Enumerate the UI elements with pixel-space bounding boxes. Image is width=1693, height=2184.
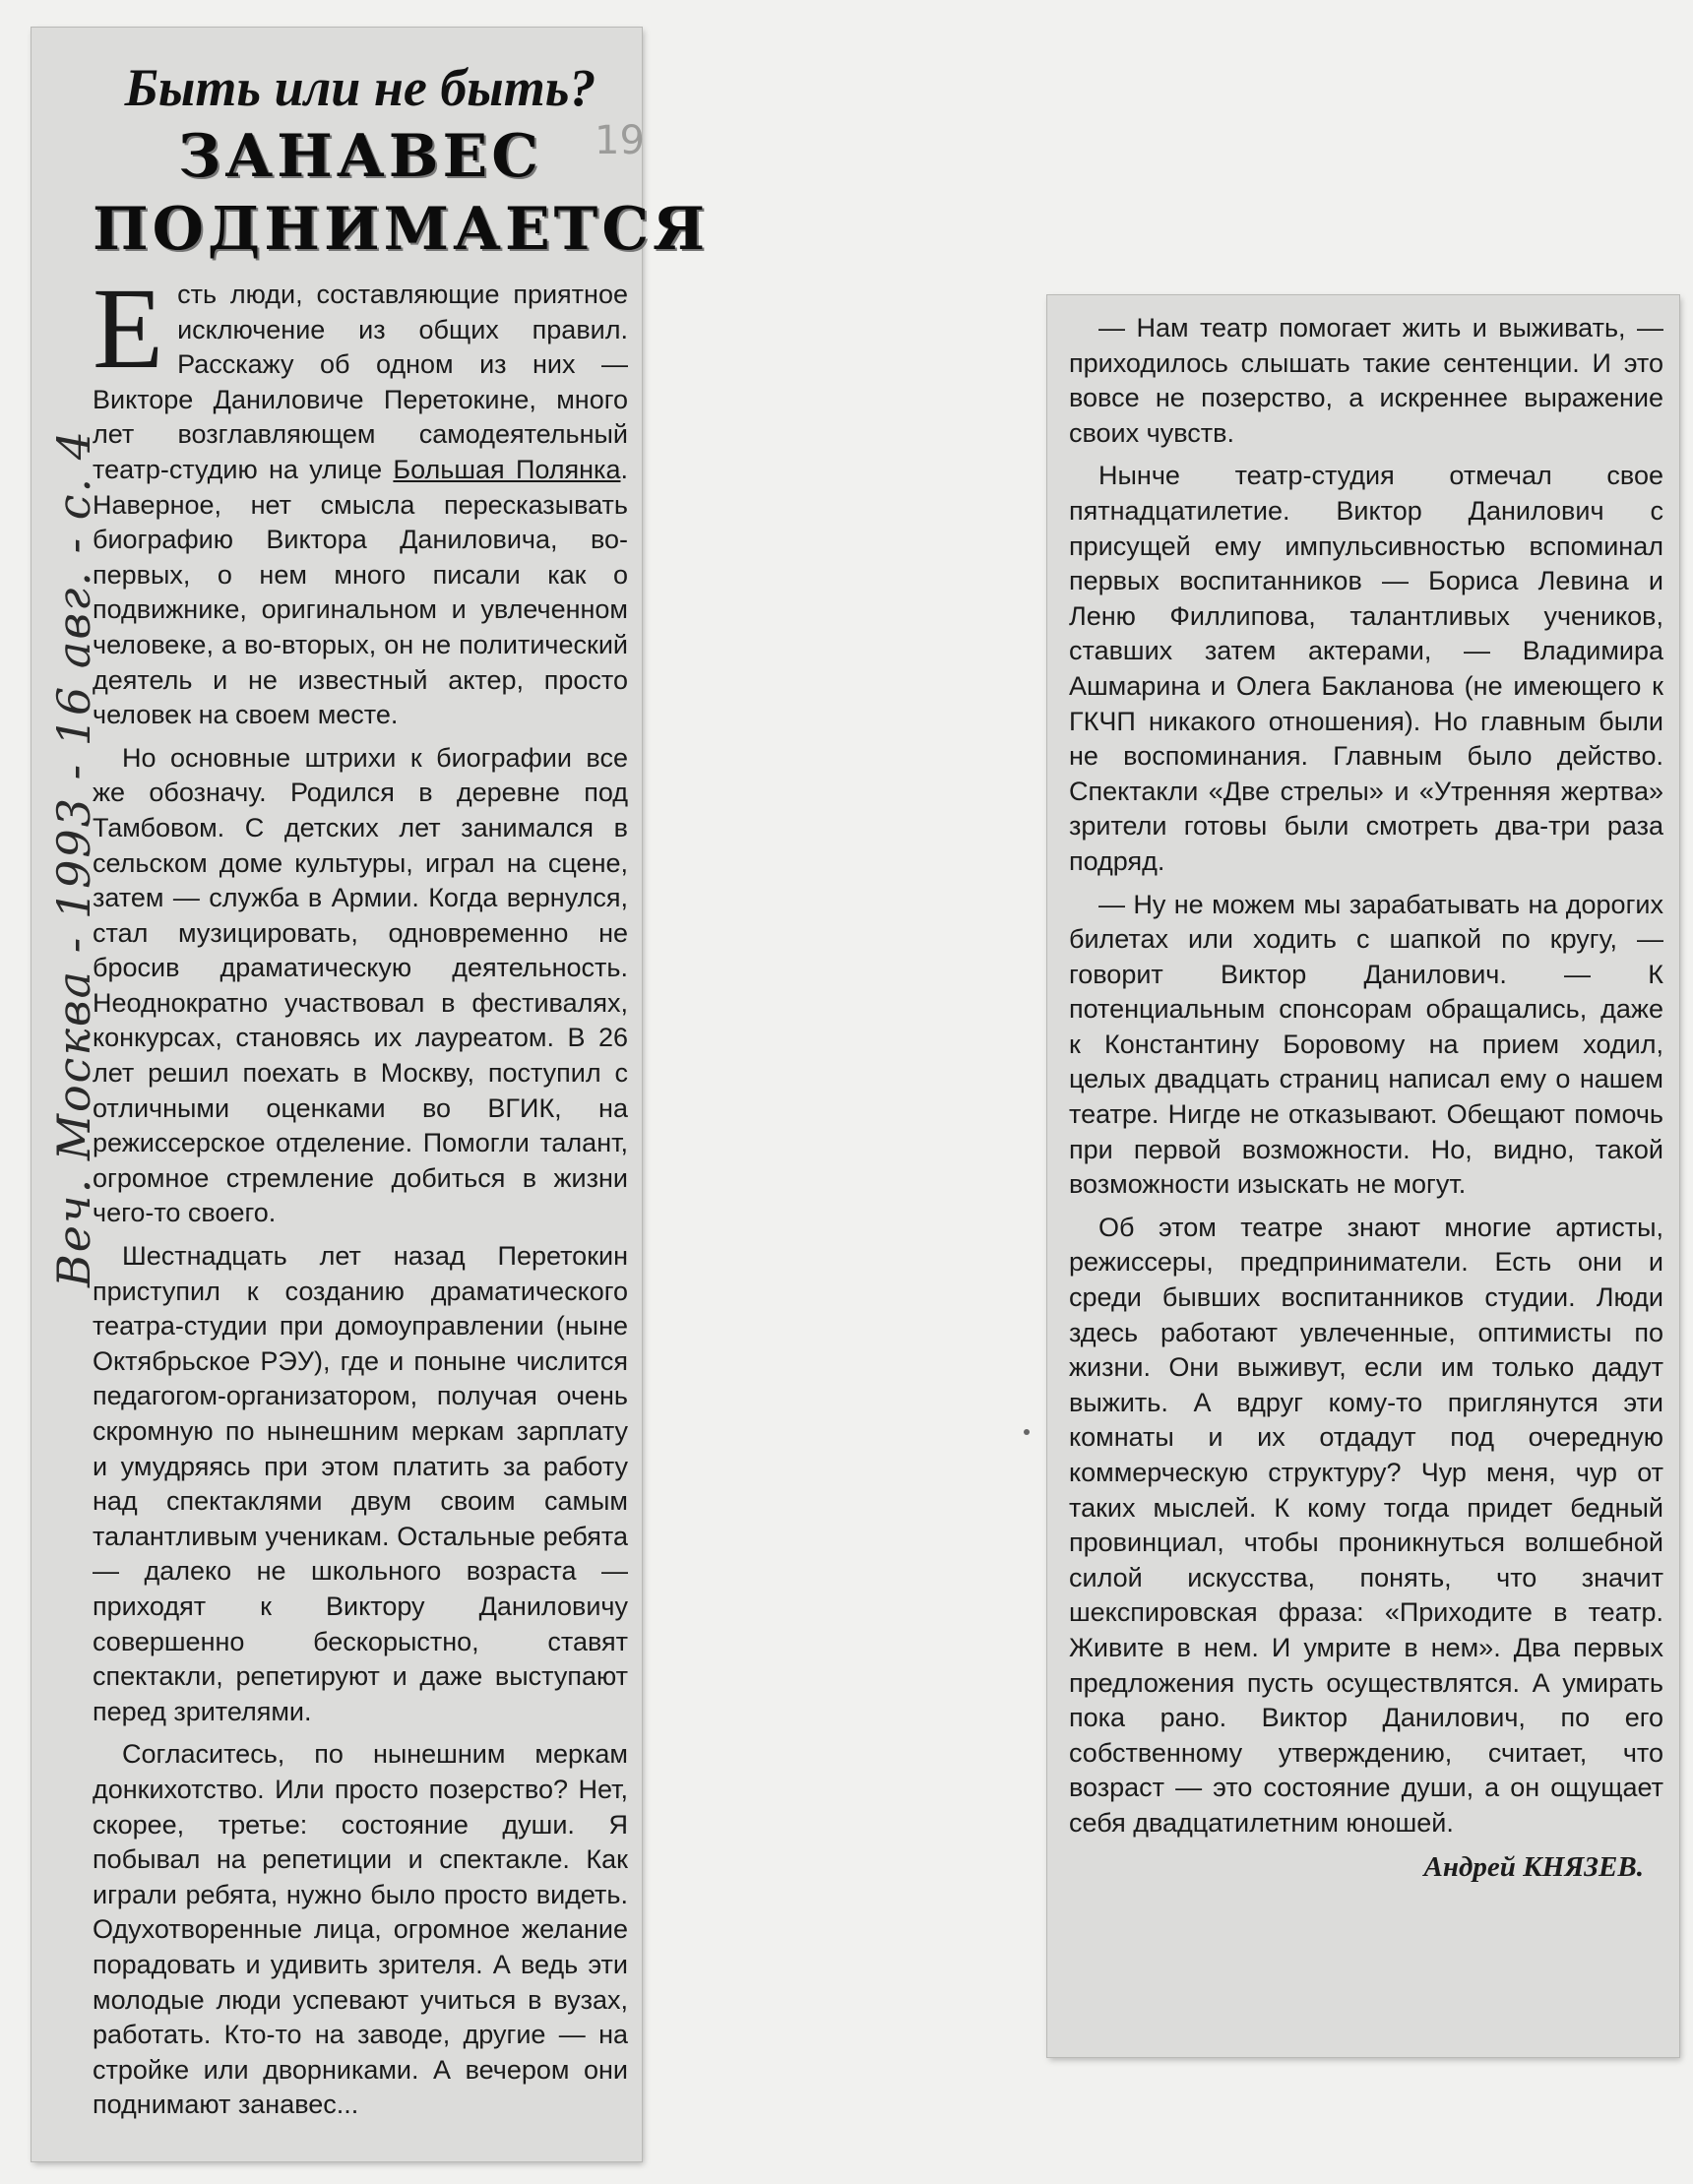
pencil-mark: 19 [595,118,645,163]
article-headline [93,120,709,266]
article-kicker: Быть или не быть? [124,58,596,117]
left-article-body [93,264,628,2123]
paragraph-4: Согласитесь, по нынешним меркам донкихотство. Или просто позерство? Нет, скорее, третье: состояние души. Я побывал на репетиции и спектакле. Как играли ребята, нужно было просто видеть. Одухотворенные лица, огромное желание порадовать и удивить зрителя. А ведь эти молодые люди успевают учиться в вузах, работать. Кто-то на заводе, другие — на стройке или дворниками. А вечером они поднимают занавес... [93,1739,628,2120]
scan-speck [1024,1429,1030,1435]
paragraph-2: Но основные штрихи к биографии все же обозначу. Родился в деревне под Тамбовом. С детских лет занимался в сельском доме культуры, играл на сцене, затем — служба в Армии. Когда вернулся, стал музицировать, одновременно не бросив драматическую деятельность. Неоднократно участвовал в фестивалях, конкурсах, становясь их лауреатом. В 26 лет решил поехать в Москву, поступил с отличными оценками во ВГИК, на режиссерское отделение. Помогли талант, огромное стремление добиться в жизни чего-то своего. [93,742,628,1228]
drop-cap: Е [93,264,164,393]
right-paragraph-2: Нынче театр-студия отмечал свое пятнадцатилетие. Виктор Данилович с присущей ему импульсивностью вспоминал первых воспитанников — Бориса Левина и Леню Филлипова, талантливых учеников, ставших затем актерами, — Владимира Ашмарина и Олега Бакланова (не имеющего к ГКЧП никакого отношения). Но главным были не воспоминания. Главным было действо. Спектакли «Две стрелы» и «Утренняя жертва» зрители готовы были смотреть два-три раза подряд. [1069,461,1663,876]
right-paragraph-1: — Нам театр помогает жить и выживать, — приходилось слышать такие сентенции. И это вовсе не позерство, а искреннее выражение своих чувств. [1069,313,1663,448]
paragraph-1-after: . Наверное, нет смысла пересказывать биографию Виктора Даниловича, во-первых, о нем много писали как о подвижнике, оригинальном и увлеченном человеке, а во-вторых, он не политический деятель и не известный актер, просто человек на своем месте. [93,454,628,730]
right-paragraph-4: Об этом театре знают многие артисты, режиссеры, предприниматели. Есть они и среди бывших воспитанников студии. Люди здесь работают увлеченные, оптимисты по жизни. Они выживут, если им только дадут выжить. А вдруг кому-то приглянутся эти комнаты и их отдадут под очередную коммерческую структуру? Чур меня, чур от таких мыслей. К кому тогда придет бедный провинциал, чтобы проникнуться волшебной силой искусства, понять, что значит шекспировская фраза: «Приходите в театр. Живите в нем. И умрите в нем». Два первых предложения пусть осуществлятся. А умирать пока рано. Виктор Данилович, по его собственному утверждению, считает, что возраст — это состояние души, а он ощущает себя двадцатилетним юношей. [1069,1212,1663,1838]
left-clipping [31,28,709,2161]
headline-line-2: ПОДНИМАЕТСЯ [93,195,709,264]
right-article-body [1069,311,1663,1841]
paragraph-3: Шестнадцать лет назад Перетокин приступил к созданию драматического театра-студии при домоуправлении (ныне Октябрьское РЭУ), где и поныне числится педагогом-организатором, получая очень скромную по нынешним меркам зарплату и умудряясь при этом платить за работу над спектаклями двум своим самым талантливым ученикам. Остальные ребята — далеко не школьного возраста — приходят к Виктору Даниловичу совершенно бескорыстно, ставят спектакли, репетируют и даже выступают перед зрителями. [93,1241,628,1726]
handwritten-source-note: Веч. Москва - 1993 - 16 авг. - с. 4 [47,428,100,1287]
right-clipping [1047,295,1679,2057]
paragraph-1 [93,264,628,733]
author-signature: Андрей КНЯЗЕВ. [1423,1850,1644,1883]
street-name-underlined: Большая Полянка [393,454,621,484]
paragraph-1-before: сть люди, составляющие приятное исключение из общих правил. Расскажу об одном из них — Викторе Даниловиче Перетокине, много лет возглавляющем самодеятельный театр-студию на улице [93,280,628,484]
headline-line-1: ЗАНАВЕС [178,122,542,191]
right-paragraph-3: — Ну не можем мы зарабатывать на дорогих билетах или ходить с шапкой по кругу, — говорит Виктор Данилович. — К потенциальным спонсорам обращались, даже к Константину Боровому на прием ходил, целых двадцать страниц написал ему о нашем театре. Нигде не отказывают. Обещают помочь при первой возможности. Но, видно, такой возможности изыскать не могут. [1069,889,1663,1200]
